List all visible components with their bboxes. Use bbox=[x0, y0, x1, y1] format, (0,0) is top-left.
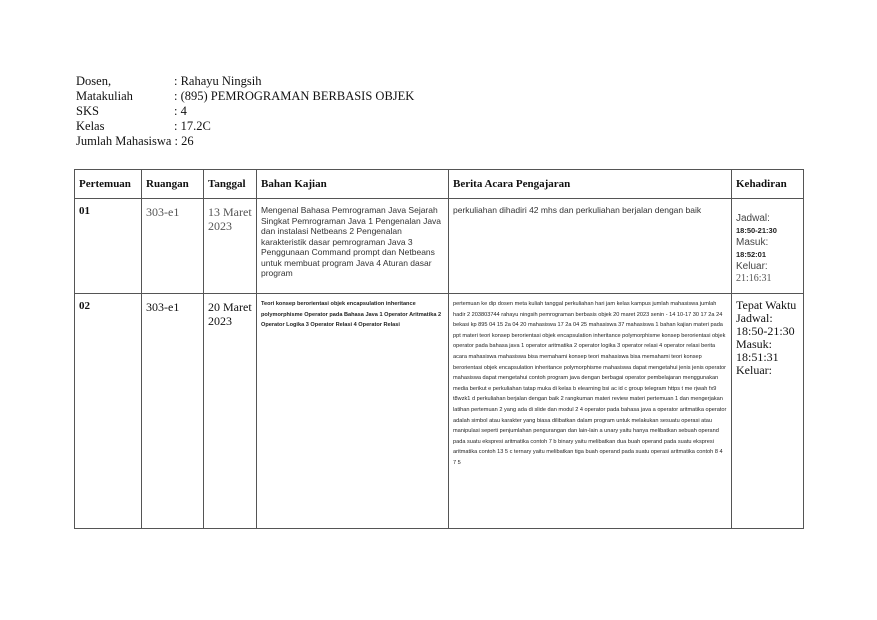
sks-value: : 4 bbox=[174, 104, 187, 118]
masuk-time: 18:51:31 bbox=[736, 350, 779, 364]
status-text: Tepat Waktu bbox=[736, 298, 797, 312]
header-row-matakuliah bbox=[76, 89, 414, 104]
row-pertemuan: 02 bbox=[75, 294, 142, 529]
table-row bbox=[75, 199, 804, 294]
course-header bbox=[76, 74, 414, 149]
row-bahan-kajian: Mengenal Bahasa Pemrograman Java Sejarah Singkat Pemrograman Java 1 Pengenalan Java dan instalasi Netbeans 2 Pengenalan karakteristik dasar pemrograman Java 3 Penggunaan Command prompt dan Netbeans untuk membuat program Java 4 Aturan dasar program bbox=[257, 199, 449, 294]
row-tanggal: 13 Maret 2023 bbox=[204, 199, 257, 294]
jadwal-label: Jadwal: bbox=[736, 311, 773, 325]
dosen-label: Dosen, bbox=[76, 74, 112, 88]
header-row-dosen bbox=[76, 74, 414, 89]
attendance-table bbox=[74, 169, 804, 529]
matakuliah-label: Matakuliah bbox=[76, 89, 133, 103]
masuk-label: Masuk: bbox=[736, 337, 772, 351]
masuk-label: Masuk: bbox=[736, 237, 769, 248]
keluar-label: Keluar: bbox=[736, 363, 772, 377]
keluar-time: 21:16:31 bbox=[736, 273, 772, 284]
row-bahan-kajian: Teori konsep berorientasi objek encapsulation inheritance polymorphisme Operator pada Bahasa Java 1 Operator Aritmatika 2 Operator Logika 3 Operator Relasi 4 Operator Relasi bbox=[257, 294, 449, 529]
header-row-jumlah bbox=[76, 134, 414, 149]
header-row-sks bbox=[76, 104, 414, 119]
row-berita-acara: pertemuan ke dip dosen meta kuliah tanggal perkuliahan hari jam kelas kampus jumlah mahasiswa jumlah hadir 2 203803744 rahayu ningsih pemrograman berbasis objek 20 maret 2023 senin - 14 10-17 30 17 2a 24 bekasi kp 895 04 15 2a 04 20 mahasiswa 17 2a 04 25 mahasiswa 37 mahasiswa 1 bahan kajian materi pada ppt materi teori konsep berorientasi objek encapsulation inheritance polymorphisme konsep berorientasi objek operator pada bahasa java 1 operator aritmatika 2 operator logika 3 operator relasi 4 operator relasi berita acara mahasiswa mahasiswa bisa memahami konsep teori mahasiswa bisa memahami teori konsep berorientasi objek encapsulation inheritance polymorphisme mahasiswa dapat mengetahui jenis jenis operator mahasiswa dapat mengetahui contoh program java dengan berbagai operator pembelajaran menggunakan media berikut e perkuliahan tatap muka di kelas b elearning bsi ac id c group telegram https t me rjwah fx9 t8wzk1 d perkuliahan berjalan dengan baik 2 rangkuman materi review materi pertemuan 1 dan mengerjakan latihan pertemuan 2 yang ada di slide dan modul 2 4 operator pada bahasa java a operator aritmatika operator adalah simbol atau karakter yang biasa dilibatkan dalam program untuk melakukan sesuatu operasi atau manipulasi seperti penjumlahan pengurangan dan lain-lain a unary yaitu hanya melibatkan sebuah operand pada suatu ekspresi aritmatika contoh 7 b binary yaitu melibatkan dua buah operand pada suatu ekspresi aritmatika contoh 13 5 c ternary yaitu melibatkan tiga buah operand pada suatu operasi aritmatika contoh 8 4 7 5 bbox=[449, 294, 732, 529]
table-header-row bbox=[75, 170, 804, 199]
jadwal-time: 18:50-21:30 bbox=[736, 226, 777, 235]
table-row bbox=[75, 294, 804, 529]
row-tanggal: 20 Maret 2023 bbox=[204, 294, 257, 529]
jumlah-label: Jumlah Mahasiswa bbox=[76, 134, 172, 148]
row-berita-acara: perkuliahan dihadiri 42 mhs dan perkuliahan berjalan dengan baik bbox=[449, 199, 732, 294]
row-pertemuan: 01 bbox=[75, 199, 142, 294]
header-row-kelas bbox=[76, 119, 414, 134]
col-bahan-kajian: Bahan Kajian bbox=[257, 170, 449, 199]
jadwal-label: Jadwal: bbox=[736, 213, 770, 224]
row-ruangan: 303-e1 bbox=[142, 294, 204, 529]
col-berita-acara: Berita Acara Pengajaran bbox=[449, 170, 732, 199]
kelas-label: Kelas bbox=[76, 119, 105, 133]
col-pertemuan: Pertemuan bbox=[75, 170, 142, 199]
col-ruangan: Ruangan bbox=[142, 170, 204, 199]
keluar-label: Keluar: bbox=[736, 261, 768, 272]
jumlah-value: : 26 bbox=[174, 134, 194, 148]
matakuliah-value: : (895) PEMROGRAMAN BERBASIS OBJEK bbox=[174, 89, 415, 103]
col-tanggal: Tanggal bbox=[204, 170, 257, 199]
jadwal-time: 18:50-21:30 bbox=[736, 324, 795, 338]
col-kehadiran: Kehadiran bbox=[732, 170, 804, 199]
kelas-value: : 17.2C bbox=[174, 119, 211, 133]
row-kehadiran bbox=[732, 294, 804, 529]
sks-label: SKS bbox=[76, 104, 99, 118]
masuk-time: 18:52:01 bbox=[736, 250, 767, 259]
dosen-value: : Rahayu Ningsih bbox=[174, 74, 262, 88]
row-ruangan: 303-e1 bbox=[142, 199, 204, 294]
row-kehadiran bbox=[732, 199, 804, 294]
